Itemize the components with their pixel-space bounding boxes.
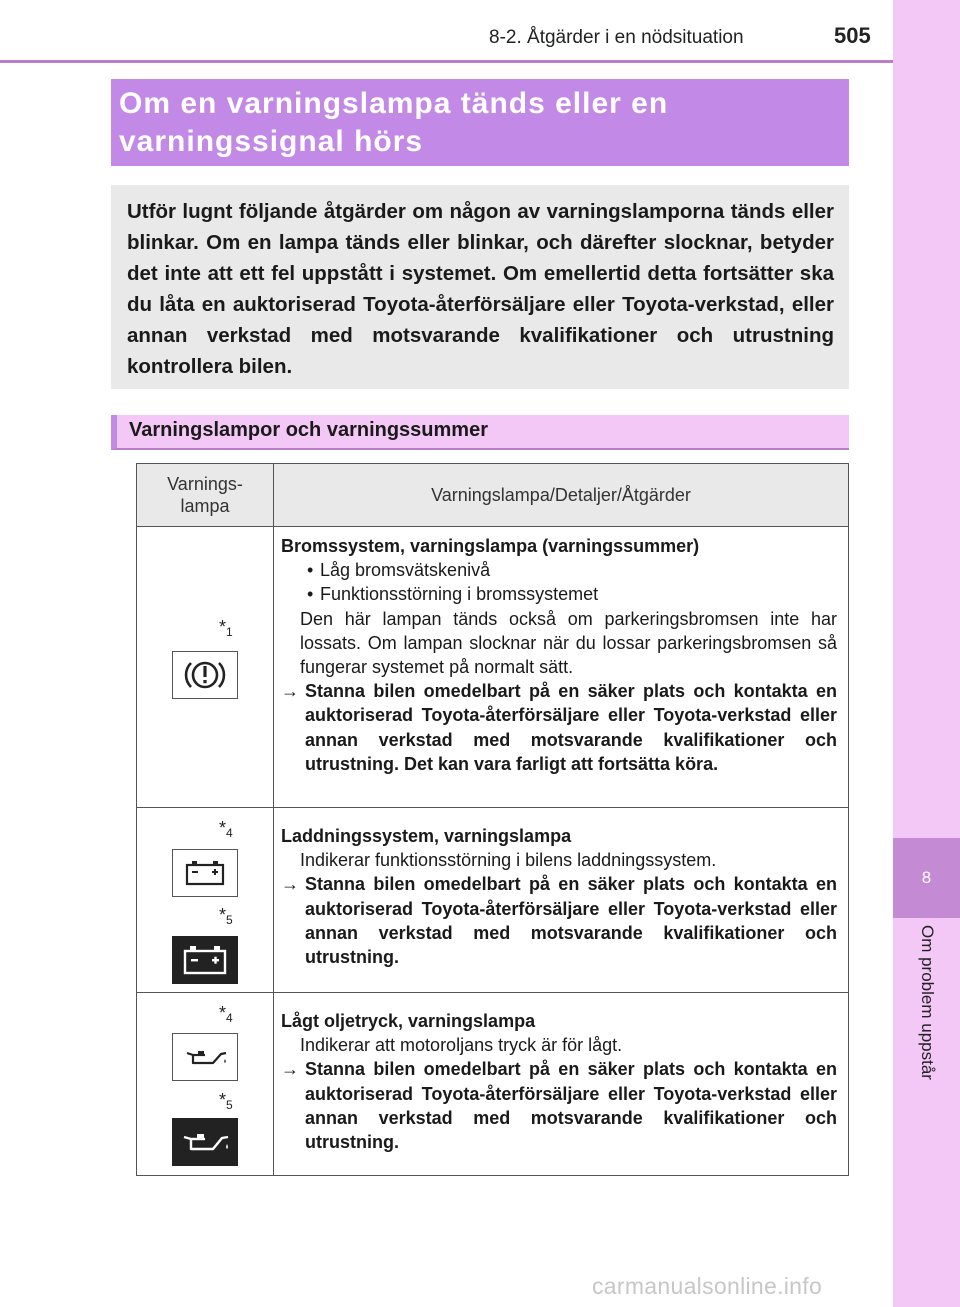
row-action-text: Stanna bilen omedelbart på en säker plats och kontakta en auktoriserad Toyota-återförsäljare eller Toyota-verkstad eller annan verkstad med motsvarande kvalifikationer och utrustning. [305, 1059, 837, 1153]
footnote-marker: $*_1$ [219, 617, 233, 639]
intro-text: Utför lugnt följande åtgärder om någon av varningslamporna tänds eller blinkar. Om en lampa tänds eller blinkar, och därefter slocknar, betyder det inte att ett fel uppstått i systemet. Om emellertid detta fortsätter ska du låta en auktoriserad Toyota-återförsäljare eller Toyota-verkstad, eller annan verkstad med motsvarande kvalifikationer och utrustning kontrollera bilen. [127, 200, 834, 378]
footnote-marker: $*_4$ [219, 818, 233, 840]
row-action [281, 1057, 837, 1154]
lamp-cell-brake [137, 527, 274, 808]
column-header-lamp [137, 464, 274, 527]
oil-can-icon-filled [172, 1118, 238, 1166]
row-description: Indikerar att motoroljans tryck är för lågt. [300, 1035, 623, 1056]
footnote-marker: $*_5$ [219, 905, 233, 927]
main-heading-line-2: varningssignal hörs [119, 125, 424, 158]
row-action [281, 679, 837, 776]
row-description: Indikerar funktionsstörning i bilens laddningssystem. [300, 850, 717, 871]
section-title: 8-2. Åtgärder i en nödsituation [489, 27, 744, 48]
detail-cell-oil [274, 993, 849, 1176]
oil-can-icon [172, 1033, 238, 1081]
brake-warning-icon [172, 651, 238, 699]
row-title: Lågt oljetryck, varningslampa [281, 1011, 536, 1031]
list-item: • Funktionsstörning i bromssystemet [300, 582, 837, 606]
row-action [281, 872, 837, 969]
row-action-text: Stanna bilen omedelbart på en säker plats och kontakta en auktoriserad Toyota-återförsäljare eller Toyota-verkstad eller annan verkstad med motsvarande kvalifikationer och utrustning. Det kan vara farligt att fortsätta köra. [305, 681, 837, 774]
watermark: carmanualsonline.info [592, 1273, 823, 1299]
arrow-icon: → [281, 874, 299, 895]
row-action-text: Stanna bilen omedelbart på en säker plats och kontakta en auktoriserad Toyota-återförsäljare eller Toyota-verkstad eller annan verkstad med motsvarande kvalifikationer och utrustning. [305, 874, 837, 968]
detail-cell-brake [274, 527, 849, 808]
chapter-number-tab[interactable] [893, 838, 960, 918]
main-heading [111, 79, 849, 166]
main-heading-line-1: Om en varningslampa tänds eller en [119, 87, 669, 120]
row-title: Bromssystem, varningslampa (varningssummer) [281, 536, 700, 556]
table-row-charging [137, 808, 849, 993]
row-title: Laddningssystem, varningslampa [281, 826, 572, 846]
lamp-cell-oil [137, 993, 274, 1176]
table-row-oil [137, 993, 849, 1176]
table-header-row [137, 464, 849, 527]
battery-icon [172, 849, 238, 897]
list-item: • Låg bromsvätskenivå [300, 558, 837, 582]
detail-cell-charging [274, 808, 849, 993]
warning-lamp-table [136, 463, 849, 1176]
sub-heading: Varningslampor och varningssummer [111, 415, 849, 450]
footnote-marker: $*_5$ [219, 1090, 233, 1112]
table-row-brake [137, 527, 849, 808]
arrow-icon: → [281, 1059, 299, 1080]
column-header-lamp-line-1: Varnings- [167, 474, 243, 494]
column-header-detail: Varningslampa/Detaljer/Åtgärder [274, 464, 849, 527]
chapter-number: 8 [921, 868, 932, 887]
lamp-cell-charging [137, 808, 274, 993]
intro-box [111, 185, 849, 389]
battery-icon-filled [172, 936, 238, 984]
chapter-title: Om problem uppstår [917, 925, 937, 1080]
chapter-title-tab[interactable] [893, 925, 960, 1125]
footnote-marker: $*_4$ [219, 1003, 233, 1025]
arrow-icon: → [281, 681, 299, 702]
header-rule [0, 60, 893, 63]
page-number: 505 [834, 23, 871, 48]
row-description: Den här lampan tänds också om parkeringsbromsen inte har lossats. Om lampan slocknar när du lossar parkeringsbromsen så fungerar systemet på normalt sätt. [300, 608, 837, 678]
column-header-lamp-line-2: lampa [180, 496, 230, 516]
